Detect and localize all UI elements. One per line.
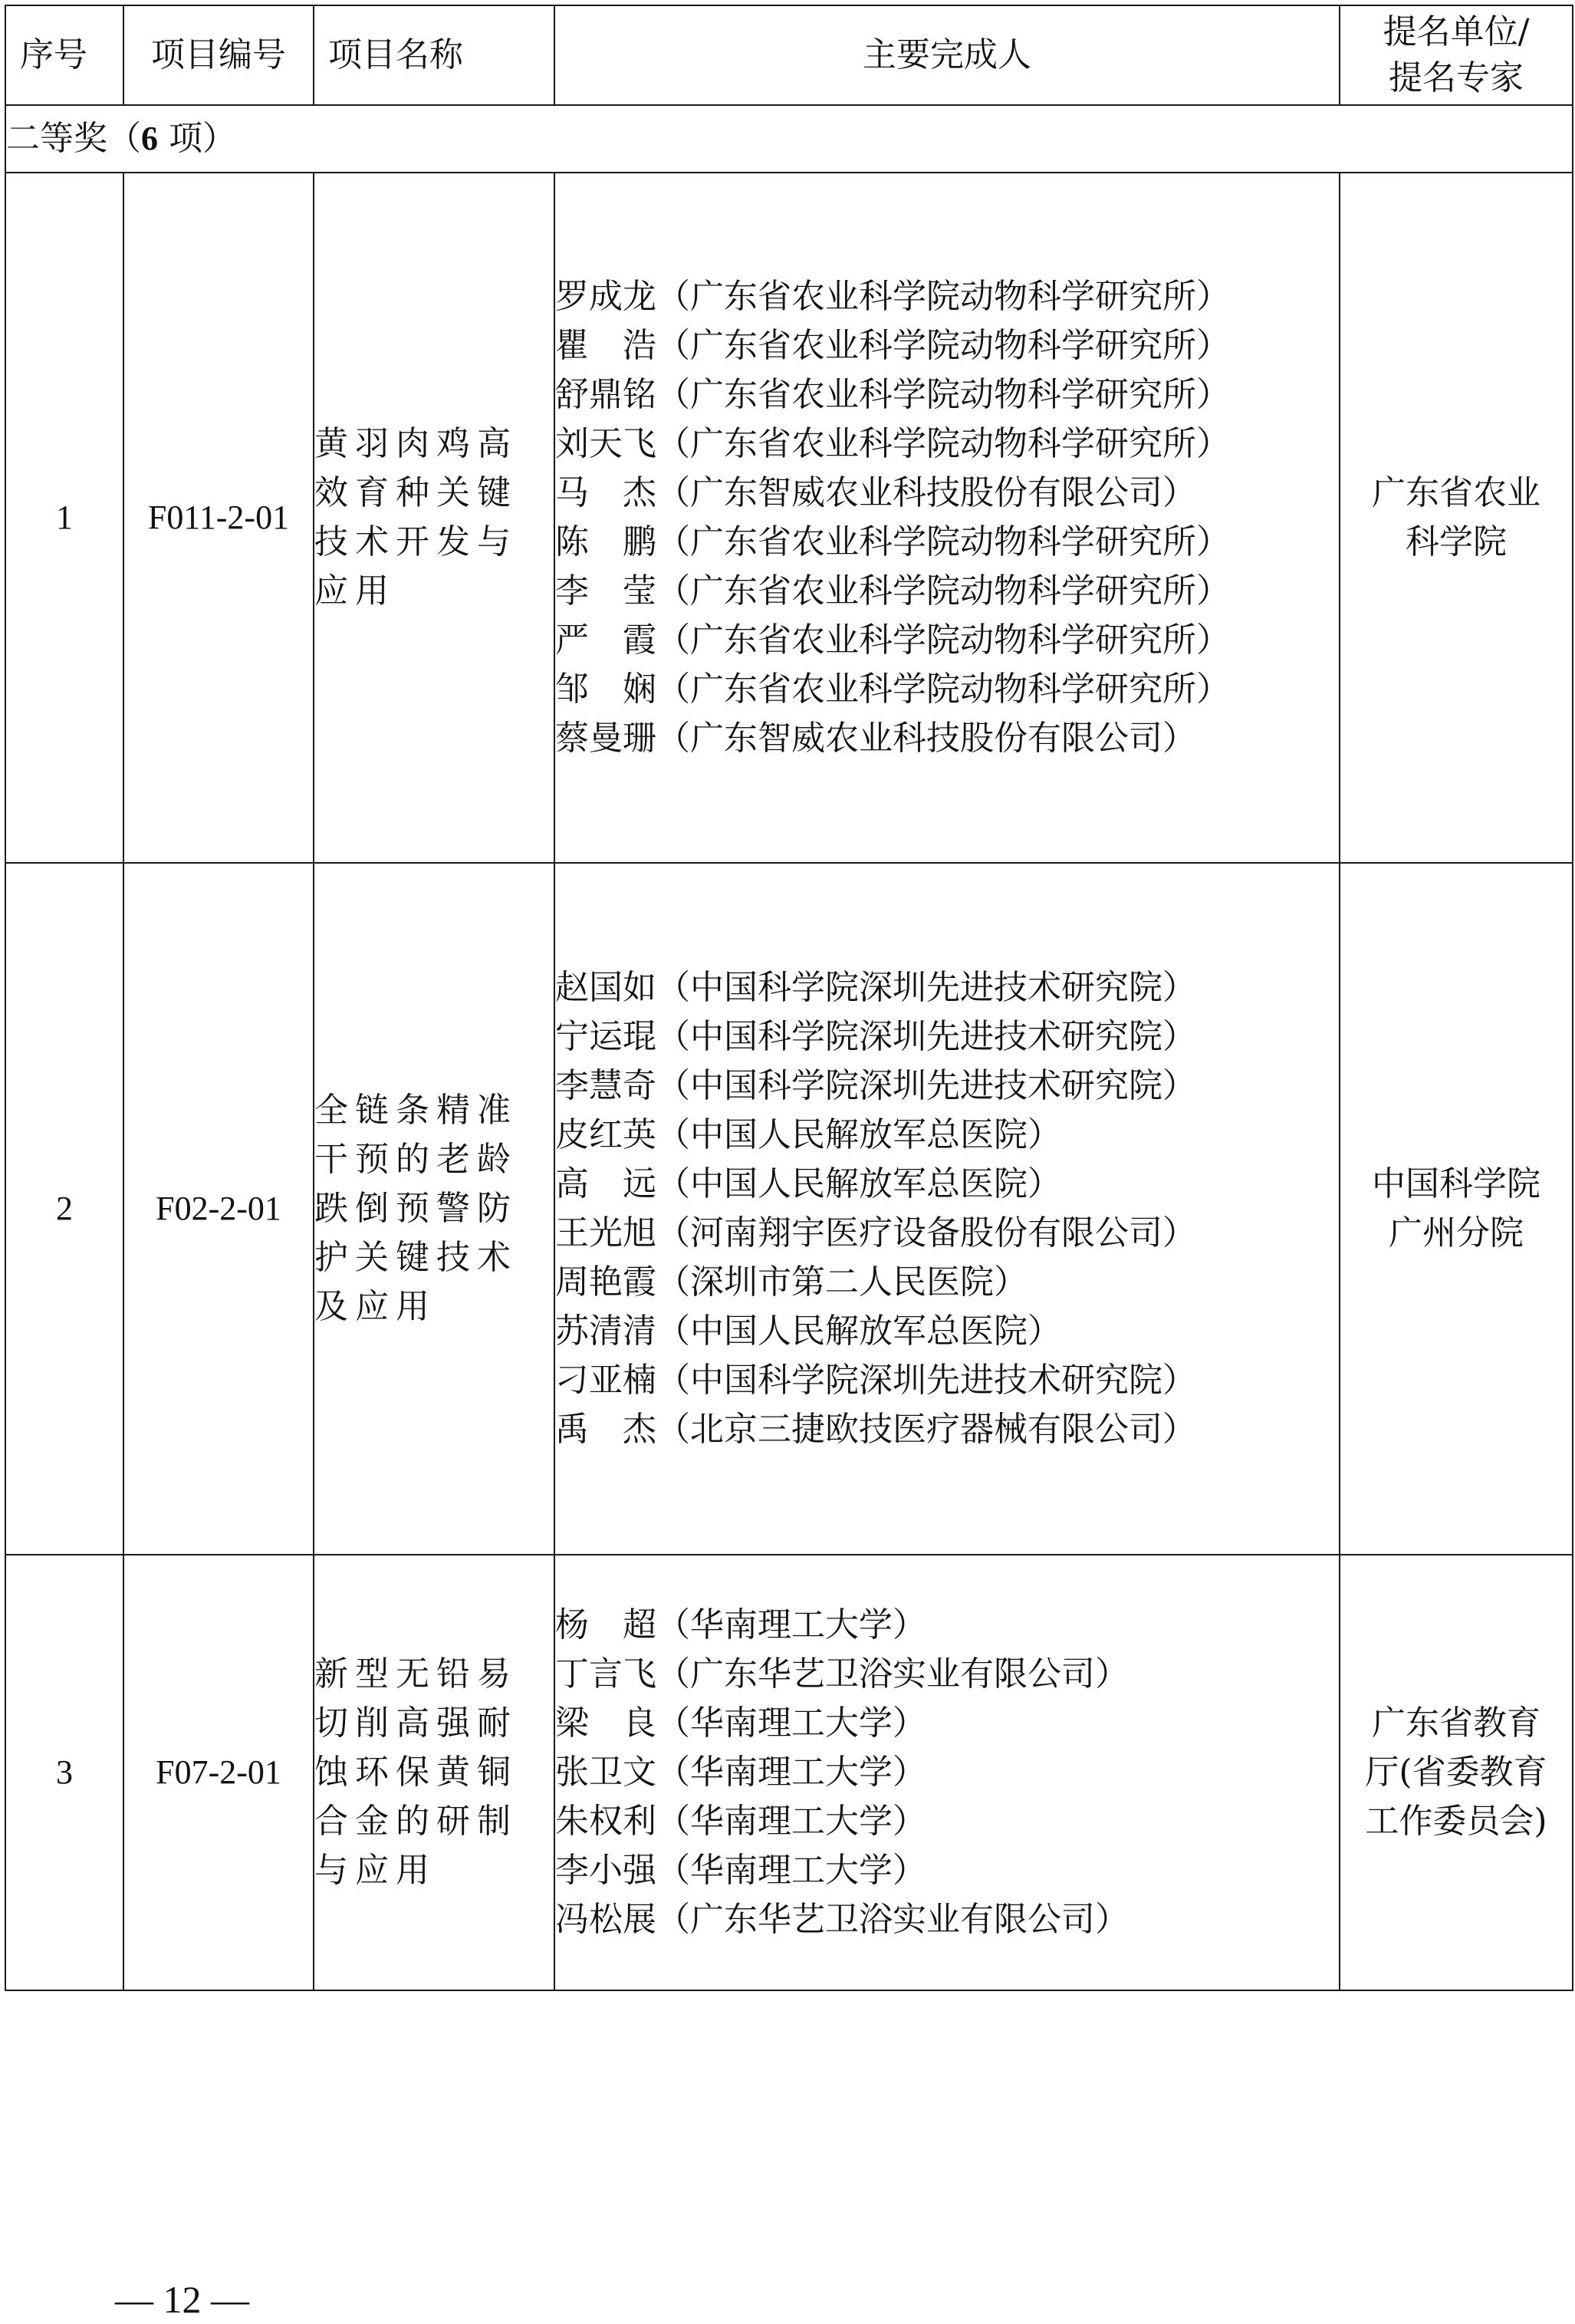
person-entry: 李 莹（广东省农业科学院动物科学研究所）	[555, 571, 1230, 611]
person-entry: 陈 鹏（广东省农业科学院动物科学研究所）	[555, 522, 1230, 561]
award-table	[5, 5, 1573, 1991]
person-entry: 瞿 浩（广东省农业科学院动物科学研究所）	[555, 326, 1230, 365]
nominator-line: 广州分院	[1389, 1213, 1524, 1253]
section-row	[5, 105, 1573, 173]
person-entry: 皮红英（中国人民解放军总医院）	[555, 1115, 1061, 1154]
row-seq: 3	[5, 1555, 123, 1990]
section-suffix: 项）	[158, 119, 236, 158]
project-name-line: 应用	[314, 571, 396, 611]
nominator-line: 厅(省委教育	[1365, 1753, 1547, 1792]
row-project-name	[314, 1555, 554, 1990]
row-seq: 2	[5, 863, 123, 1555]
project-name-line: 黄羽肉鸡高	[314, 424, 518, 463]
row-people	[554, 1555, 1340, 1990]
nominator-line: 中国科学院	[1372, 1164, 1540, 1203]
row-project-name	[314, 173, 554, 863]
row-code: F02-2-01	[123, 863, 314, 1555]
header-nominator	[1340, 5, 1573, 105]
table-row	[5, 1555, 1573, 1990]
nominator-line: 科学院	[1406, 522, 1507, 561]
row-nominator	[1340, 1555, 1573, 1990]
project-name-line: 蚀环保黄铜	[314, 1753, 518, 1792]
nominator-line: 广东省教育	[1372, 1703, 1540, 1743]
nominator-line: 广东省农业	[1372, 473, 1540, 512]
nominator-line: 工作委员会)	[1365, 1802, 1547, 1841]
project-name-line: 效育种关键	[314, 473, 518, 512]
project-name-line: 全链条精准	[314, 1091, 518, 1130]
person-entry: 苏清清（中国人民解放军总医院）	[555, 1312, 1061, 1351]
header-row	[5, 5, 1573, 105]
header-seq: 序号	[5, 5, 123, 105]
person-entry: 朱权利（华南理工大学）	[555, 1802, 926, 1841]
project-name-line: 干预的老龄	[314, 1140, 518, 1179]
person-entry: 高 远（中国人民解放军总医院）	[555, 1164, 1061, 1203]
person-entry: 赵国如（中国科学院深圳先进技术研究院）	[555, 968, 1196, 1007]
person-entry: 刘天飞（广东省农业科学院动物科学研究所）	[555, 424, 1230, 463]
person-entry: 李慧奇（中国科学院深圳先进技术研究院）	[555, 1066, 1196, 1105]
person-entry: 王光旭（河南翔宇医疗设备股份有限公司）	[555, 1213, 1196, 1253]
person-entry: 马 杰（广东智威农业科技股份有限公司）	[555, 473, 1196, 512]
section-label-text: 二等奖（	[6, 119, 141, 158]
project-name-line: 切削高强耐	[314, 1703, 518, 1743]
person-entry: 禹 杰（北京三捷欧技医疗器械有限公司）	[555, 1410, 1196, 1449]
row-project-name	[314, 863, 554, 1555]
person-entry: 冯松展（广东华艺卫浴实业有限公司）	[555, 1900, 1129, 1939]
section-label	[5, 105, 1573, 173]
project-name-line: 新型无铅易	[314, 1654, 518, 1694]
row-people	[554, 173, 1340, 863]
table-row	[5, 863, 1573, 1555]
row-nominator	[1340, 863, 1573, 1555]
row-code: F011-2-01	[123, 173, 314, 863]
person-entry: 舒鼎铭（广东省农业科学院动物科学研究所）	[555, 375, 1230, 414]
row-seq: 1	[5, 173, 123, 863]
person-entry: 张卫文（华南理工大学）	[555, 1753, 926, 1792]
person-entry: 杨 超（华南理工大学）	[555, 1605, 926, 1644]
person-entry: 丁言飞（广东华艺卫浴实业有限公司）	[555, 1654, 1129, 1694]
project-name-line: 跌倒预警防	[314, 1189, 518, 1228]
person-entry: 李小强（华南理工大学）	[555, 1851, 926, 1890]
section-count: 6	[141, 120, 158, 157]
header-people: 主要完成人	[554, 5, 1340, 105]
header-nominator-line1: 提名单位/	[1383, 12, 1530, 51]
header-nominator-line2: 提名专家	[1389, 58, 1524, 97]
project-name-line: 护关键技术	[314, 1238, 518, 1277]
header-name: 项目名称	[314, 5, 554, 105]
person-entry: 蔡曼珊（广东智威农业科技股份有限公司）	[555, 719, 1196, 758]
person-entry: 罗成龙（广东省农业科学院动物科学研究所）	[555, 277, 1230, 316]
person-entry: 刁亚楠（中国科学院深圳先进技术研究院）	[555, 1361, 1196, 1400]
row-code: F07-2-01	[123, 1555, 314, 1990]
page-number: — 12 —	[115, 2278, 249, 2321]
table-row	[5, 173, 1573, 863]
person-entry: 宁运琨（中国科学院深圳先进技术研究院）	[555, 1017, 1196, 1056]
row-nominator	[1340, 173, 1573, 863]
project-name-line: 及应用	[314, 1287, 436, 1326]
person-entry: 严 霞（广东省农业科学院动物科学研究所）	[555, 621, 1230, 660]
person-entry: 梁 良（华南理工大学）	[555, 1703, 926, 1743]
project-name-line: 合金的研制	[314, 1802, 518, 1841]
person-entry: 周艳霞（深圳市第二人民医院）	[555, 1262, 1028, 1302]
header-code: 项目编号	[123, 5, 314, 105]
row-people	[554, 863, 1340, 1555]
project-name-line: 技术开发与	[314, 522, 518, 561]
project-name-line: 与应用	[314, 1851, 436, 1890]
person-entry: 邹 娴（广东省农业科学院动物科学研究所）	[555, 670, 1230, 709]
